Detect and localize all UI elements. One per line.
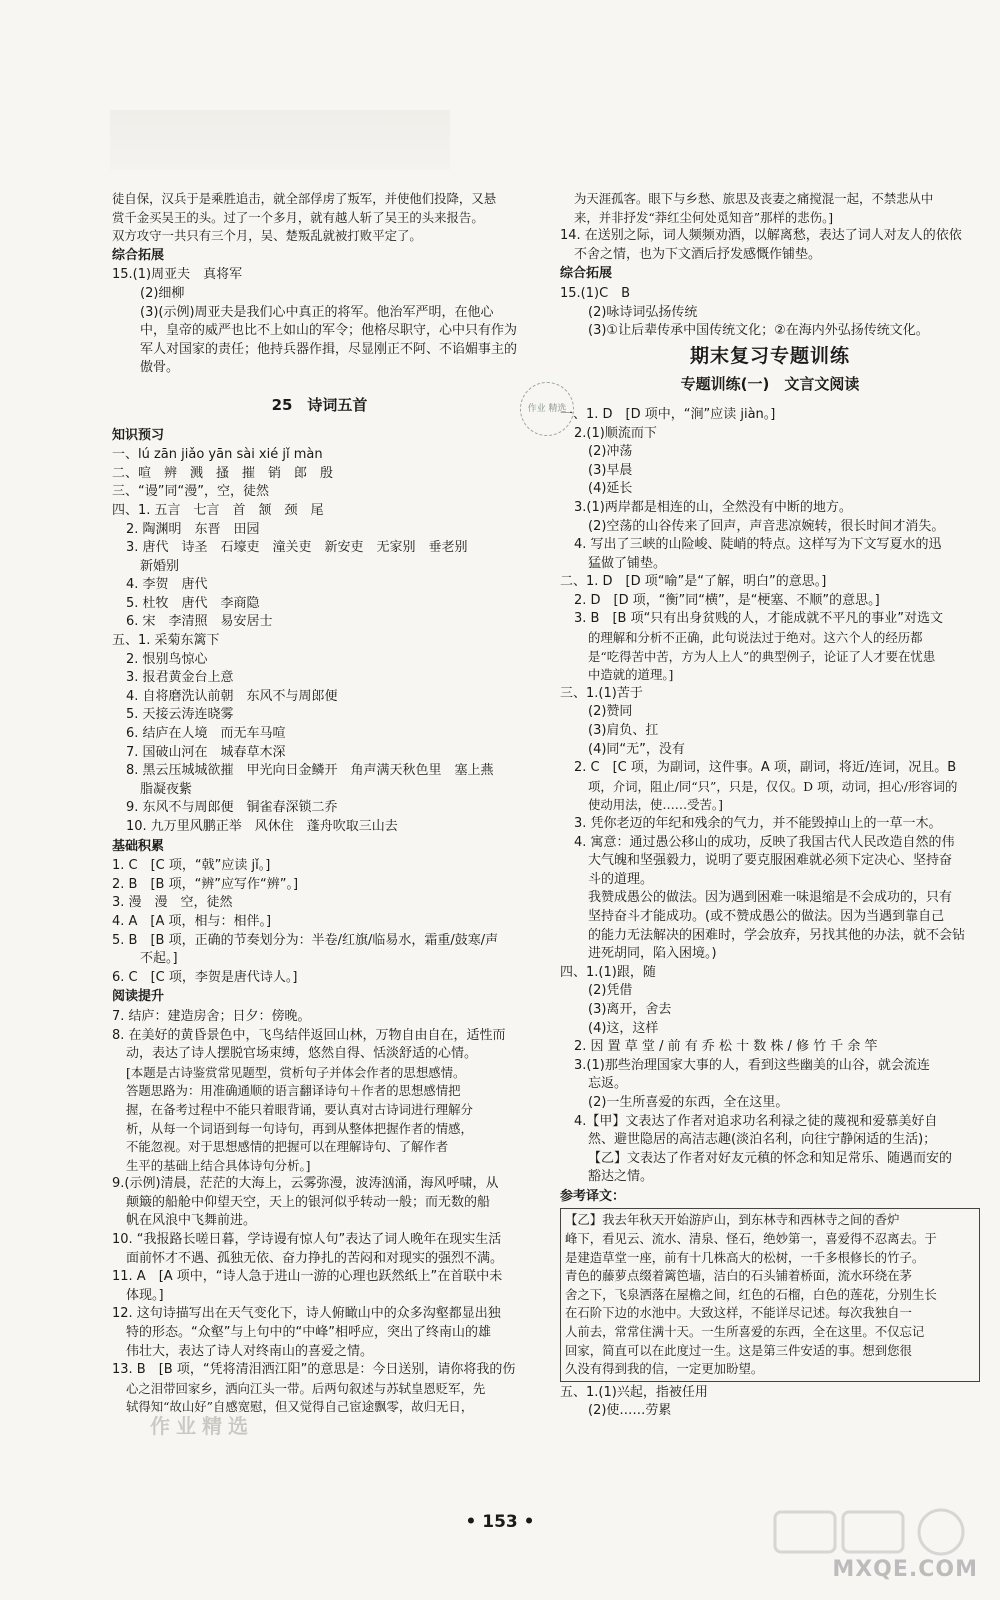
text-line: 斗的道理。	[588, 871, 654, 887]
right-column	[560, 190, 980, 1421]
text-line: 9.(示例)清晨，茫茫的大海上，云雾弥漫，波涛汹涌，海风呼啸，从	[112, 1176, 499, 1192]
text-line: 一、lú zān jiǎo yān sài xié jǐ màn	[112, 447, 323, 463]
text-line: 舍之下，飞泉洒落在屋檐之间，红色的石榴，白色的莲花，分别生长	[565, 1286, 937, 1302]
zhishi-block	[112, 446, 527, 836]
text-line: 2.(1)顺流而下	[574, 425, 657, 441]
text-line: 5. 杜牧 唐代 李商隐	[126, 595, 260, 611]
watermark-text: MXQE.COM	[832, 1557, 978, 1582]
section-heading: 阅读提升	[112, 989, 165, 1005]
text-line: 11. A [A 项中，“诗人急于进山一游的心理也跃然纸上”在首联中未	[112, 1269, 503, 1285]
text-line: (2)凭借	[588, 983, 633, 999]
page-number-dot-left: •	[465, 1512, 483, 1532]
text-line: 一、1. D [D 项中，“涧”应读 jiàn。]	[560, 406, 776, 422]
text-line: 我赞成愚公的做法。因为遇到困难一味退缩是不会成功的，只有	[588, 890, 953, 906]
left-column	[112, 190, 527, 1417]
text-line: 动，表达了诗人摆脱官场束缚，悠然自得、恬淡舒适的心情。	[126, 1046, 478, 1062]
text-line: 来，并非抒发“莽红尘何处觅知音”那样的悲伤。]	[574, 209, 834, 225]
text-line: 10. “我报路长嗟日暮，学诗谩有惊人句”表达了词人晚年在现实生活	[112, 1232, 502, 1248]
text-line: 2. B [B 项，“辨”应写作“辨”。]	[112, 876, 299, 892]
section-heading: 综合拓展	[560, 266, 613, 282]
text-line: 特的形态。“众壑”与上句中的“中峰”相呼应，突出了终南山的雄	[126, 1325, 491, 1341]
text-line: 2. 陶渊明 东晋 田园	[126, 521, 260, 537]
text-line: 生平的基础上结合具体诗句分析。]	[126, 1157, 311, 1173]
text-line: 4. 寓意：通过愚公移山的成功，反映了我国古代人民改造自然的伟	[574, 834, 955, 850]
text-line: 脂凝夜紫	[140, 781, 193, 797]
text-line: 3. 报君黄金台上意	[126, 670, 234, 686]
text-line: 5. 天接云涛连晓雾	[126, 707, 234, 723]
section-heading: 知识预习	[112, 427, 165, 443]
text-line: 8. 黑云压城城欲摧 甲光向日金鳞开 角声满天秋色里 塞上燕	[126, 763, 494, 779]
text-line: 体现。]	[126, 1287, 164, 1303]
text-line: 的能力无法解决的困难时，学会放弃，另找其他的办法，就不会钻	[588, 927, 966, 943]
text-line: 4. 自将磨洗认前朝 东风不与周郎便	[126, 688, 338, 704]
page-number-value: 153	[482, 1512, 518, 1532]
text-line: 是建造草堂一座，前有十几株高大的松树，一千多根修长的竹子。	[565, 1249, 925, 1265]
lesson-title: 25 诗词五首	[271, 395, 368, 414]
text-line: 豁达之情。	[588, 1169, 654, 1185]
question-15-block	[560, 285, 980, 341]
text-line: 军人对国家的责任；他持兵器作揖，尽显刚正不阿、不谄媚事主的	[140, 341, 518, 357]
text-line: 为天涯孤客。眼下与乡愁、旅思及丧妻之痛搅混一起，不禁悲从中	[574, 191, 934, 206]
text-line: 轼得知“故山好”自感宽慰，但又觉得自己宦途飘零，故归无日，	[126, 1399, 474, 1415]
section-sub-title: 专题训练(一) 文言文阅读	[680, 375, 860, 394]
text-line: (2)细柳	[140, 285, 185, 301]
text-line: (3)早晨	[588, 462, 633, 478]
section-heading: 综合拓展	[112, 247, 165, 263]
text-line: (2)一生所喜爱的东西，全在这里。	[588, 1094, 789, 1110]
text-line: (4)这，这样	[588, 1020, 659, 1036]
part-5-block	[560, 1384, 980, 1421]
yuedu-block	[112, 1008, 527, 1417]
text-line: 答题思路为：用准确通顺的语言翻译诗句＋作者的思想感情把	[126, 1083, 461, 1099]
text-line: 【乙】我去年秋天开始游庐山，到东林寺和西林寺之间的香炉	[565, 1212, 900, 1228]
text-line: 9. 东风不与周郎便 铜雀春深锁二乔	[126, 800, 338, 816]
text-line: 青色的藤萝点缀着篱笆墙，洁白的石头铺着桥面，流水环绕在茅	[565, 1268, 912, 1284]
text-line: 12. 这句诗描写出在天气变化下，诗人俯瞰山中的众多沟壑都显出独	[112, 1306, 501, 1322]
page-number-dot-right: •	[517, 1512, 535, 1532]
text-line: 久没有得到我的信，一定更加盼望。	[565, 1361, 764, 1377]
text-line: 8. 在美好的黄昏景色中，飞鸟结伴返回山林，万物自由自在，适性而	[112, 1027, 506, 1043]
text-line: 2. C [C 项，为副词，这件事。A 项，副词，将近/连词，况且。B	[574, 760, 957, 776]
text-line: 3.(1)两岸都是相连的山，全然没有中断的地方。	[574, 499, 852, 515]
text-line: 3. 唐代 诗圣 石壕吏 潼关吏 新安吏 无家别 垂老别	[126, 540, 468, 556]
text-line: 大气魄和坚强毅力，说明了要克服困难就必须下定决心、坚持奋	[588, 853, 953, 869]
text-line: 【乙】文表达了作者对好友元稹的怀念和知足常乐、随遇而安的	[588, 1150, 953, 1166]
text-line: 二、1. D [D 项“喻”是“了解，明白”的意思。]	[560, 574, 827, 590]
text-line: 坚持奋斗才能成功。(或不赞成愚公的做法。因为当遇到靠自己	[588, 908, 945, 924]
text-line: 忘返。	[588, 1076, 628, 1092]
text-line: 在石阶下边的水池中。大致这样，不能详尽记述。每次我独自一	[565, 1305, 912, 1321]
text-line: 心之泪带回家乡，洒向江头一带。后两句叙述与苏轼皇恩贬军，先	[126, 1380, 486, 1396]
section-heading: 基础积累	[112, 838, 165, 854]
section-heading: 参考译文：	[560, 1188, 626, 1204]
text-line: (3)肩负、扛	[588, 723, 659, 739]
text-line: 项，介词，阻止/同“只”，只是，仅仅。D 项，动词，担心/形容词的	[588, 778, 958, 794]
text-line: 13. B [B 项，“凭将清泪洒江阳”的意思是：今日送别，请你将我的伤	[112, 1362, 516, 1378]
text-line: 3. 漫 漫 空，徒然	[112, 895, 233, 911]
text-line: 4. A [A 项，相与：相伴。]	[112, 913, 272, 929]
text-line: 猛做了铺垫。	[588, 555, 667, 571]
text-line: 徒自保，汉兵于是乘胜追击，就全部俘虏了叛军，并使他们投降，又悬	[112, 191, 497, 206]
part-1-block	[560, 406, 980, 573]
text-line: 中，皇帝的威严也比不上如山的军令；他格尽职守，心中只有作为	[140, 323, 518, 339]
text-line: 4.【甲】文表达了作者对追求功名利禄之徒的蔑视和爱慕美好自	[574, 1113, 938, 1129]
text-line: 1. C [C 项，“戟”应读 jǐ。]	[112, 858, 271, 874]
text-line: 3. 凭你老迈的年纪和残余的气力，并不能毁掉山上的一草一木。	[574, 816, 942, 831]
text-line: 傲骨。	[140, 360, 180, 376]
text-line: 6. 结庐在人境 而无车马喧	[126, 726, 286, 742]
text-line: (2)使……劳累	[588, 1403, 672, 1419]
text-line: 6. 宋 李清照 易安居士	[126, 614, 273, 630]
text-line: 颠簸的船舱中仰望天空，天上的银河似乎转动一般；而无数的船	[126, 1194, 491, 1210]
text-line: 不能忽视。对于思想感情的把握可以在理解诗句、了解作者	[126, 1139, 449, 1155]
text-line: 进死胡同，陷入困境。)	[588, 946, 717, 962]
text-line: 峰下，看见云、流水、清泉、怪石，绝妙第一，喜爱得不忍离去。于	[565, 1231, 937, 1247]
text-line: 五、1. 采菊东篱下	[112, 633, 220, 649]
text-line: 中造就的道理。]	[588, 667, 674, 683]
text-line: 面前怀才不遇、孤独无依、奋力挣扎的苦闷和对现实的强烈不满。	[126, 1250, 504, 1266]
text-line: 不舍之情，也为下文酒后抒发感慨作铺垫。	[574, 246, 822, 262]
text-line: (2)冲荡	[588, 444, 633, 460]
text-line: 四、1. 五言 七言 首 颔 颈 尾	[112, 502, 324, 518]
left-top-lines	[112, 190, 527, 246]
text-line: 5. B [B 项，正确的节奏划分为：半卷/红旗/临易水，霜重/鼓寒/声	[112, 932, 499, 948]
text-line: 帆在风浪中飞舞前进。	[126, 1213, 257, 1229]
part-2-block	[560, 573, 980, 685]
question-15-block	[112, 266, 527, 378]
text-line: 10. 九万里风鹏正举 风休住 蓬舟吹取三山去	[126, 819, 398, 834]
text-line: (3)(示例)周亚夫是我们心中真正的将军。他治军严明，在他心	[140, 304, 494, 320]
text-line: (4)延长	[588, 481, 633, 497]
text-line: 6. C [C 项，李贺是唐代诗人。]	[112, 969, 298, 985]
text-line: 三、“谩”同“漫”，空，徒然	[112, 484, 269, 500]
text-line: [本题是古诗鉴赏常见题型，赏析句子并体会作者的思想感情。	[126, 1064, 466, 1080]
text-line: (2)咏诗词弘扬传统	[588, 304, 698, 320]
text-line: 7. 国破山河在 城春草木深	[126, 744, 286, 760]
part-4-block	[560, 964, 980, 1187]
text-line: 析，从每一个词语到每一句诗句，再到从整体把握作者的情感，	[126, 1120, 473, 1136]
text-line: 是“吃得苦中苦，方为人上人”的典型例子，论证了人才要在忧患	[588, 648, 936, 664]
text-line: 不起。]	[140, 951, 178, 967]
text-line: 的理解和分析不正确，此句说法过于绝对。这六个人的经历都	[588, 630, 923, 646]
text-line: 2. 因 置 草 堂 / 前 有 乔 松 十 数 株 / 修 竹 千 余 竿	[574, 1039, 878, 1055]
text-line: 新婚别	[140, 558, 180, 574]
text-line: 回家，简直可以在此度过一生。这是第三件安适的事。想到您很	[565, 1342, 912, 1358]
text-line: 四、1.(1)跟，随	[560, 964, 656, 980]
text-line: 然、避世隐居的高洁志趣(淡泊名利，向往宁静闲适的生活)；	[588, 1132, 937, 1148]
text-line: 4. 李贺 唐代	[126, 577, 208, 593]
text-line: (4)同“无”，没有	[588, 741, 685, 757]
text-line: 2. D [D 项，“衡”同“横”，是“梗塞、不顺”的意思。]	[574, 592, 880, 608]
right-top-lines	[560, 190, 980, 264]
text-line: 五、1.(1)兴起，指被任用	[560, 1384, 708, 1400]
stamp-text: 作业 精选	[527, 403, 567, 414]
text-line: 三、1.(1)苦于	[560, 685, 643, 701]
text-line: 15.(1)C B	[560, 285, 631, 301]
text-line: 7. 结庐：建造房舍；日夕：傍晚。	[112, 1008, 311, 1024]
part-3-block	[560, 685, 980, 964]
text-line: 伟壮大，表达了诗人对终南山的喜爱之情。	[126, 1343, 374, 1359]
text-line: 3.(1)那些治理国家大事的人，看到这些幽美的山谷，就会流连	[574, 1057, 930, 1073]
text-line: 人前去，常常住满十天。一生所喜爱的东西，全在这里。不仅忘记	[565, 1324, 925, 1340]
text-line: 15.(1)周亚夫 真将军	[112, 267, 243, 283]
text-line: 2. 恨别鸟惊心	[126, 651, 208, 667]
text-line: 赏千金买吴王的头。过了一个多月，就有越人斩了吴王的头来报告。	[112, 209, 484, 225]
text-line: (3)①让后辈传承中国传统文化；②在海内外弘扬传统文化。	[588, 323, 929, 339]
text-line: 14. 在送别之际，词人频频劝酒，以解离愁，表达了词人对友人的依依	[560, 228, 962, 244]
jichu-block	[112, 857, 527, 987]
text-line: 握，在备考过程中不能只着眼背诵，要认真对古诗词进行理解分	[126, 1101, 473, 1117]
text-line: (2)空荡的山谷传来了回声，声音悲凉婉转，很长时间才消失。	[588, 518, 945, 534]
text-line: (2)赞同	[588, 704, 633, 720]
text-line: 二、喧 辨 溅 搔 摧 销 郎 殷	[112, 465, 334, 481]
text-line: (3)离开，舍去	[588, 1001, 672, 1017]
text-line: 4. 写出了三峡的山险峻、陡峭的特点。这样写为下文写夏水的迅	[574, 537, 942, 553]
text-line: 使动用法，使……受苦。]	[588, 797, 723, 813]
faded-footer-text: 作业精选	[150, 1414, 254, 1438]
section-big-title: 期末复习专题训练	[689, 344, 850, 367]
text-line: 双方攻守一共只有三个月，吴、楚叛乱就被打败平定了。	[112, 228, 422, 244]
faded-header-area	[110, 110, 450, 170]
translation-box	[560, 1208, 980, 1381]
text-line: 3. B [B 项“只有出身贫贱的人，才能成就不平凡的事业”对选文	[574, 611, 944, 627]
